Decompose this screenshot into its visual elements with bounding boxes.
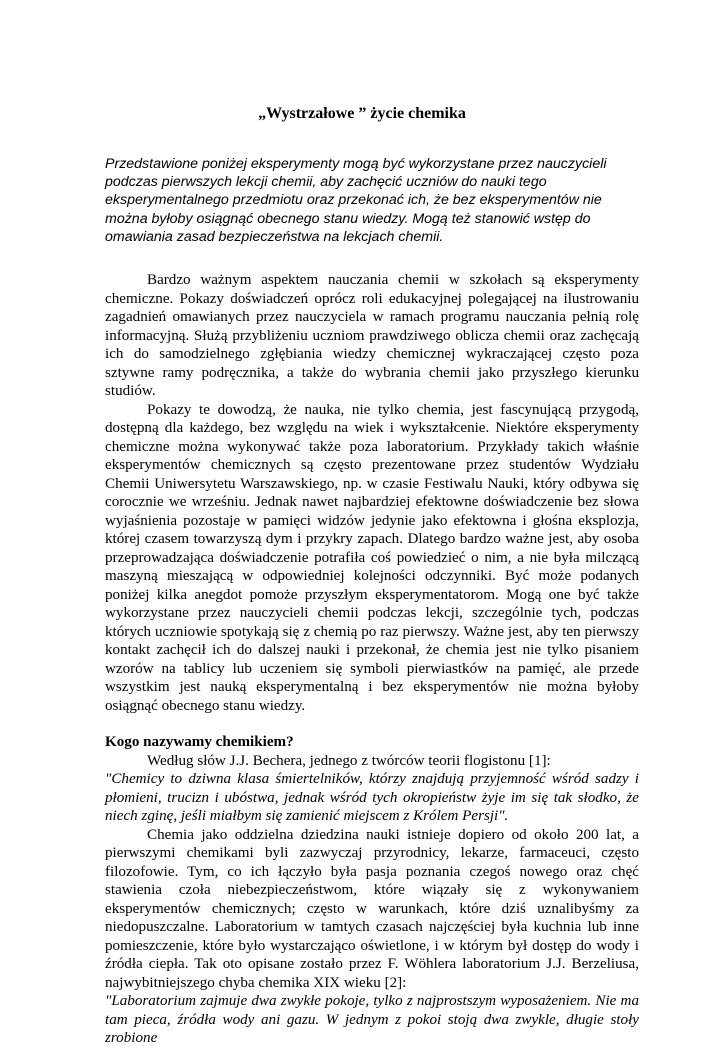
section-intro: Według słów J.J. Bechera, jednego z twórców teorii flogistonu [1]: xyxy=(147,752,551,769)
quote: "Laboratorium zajmuje dwa zwykłe pokoje, tylko z najprostszym wyposażeniem. Nie ma tam pieca, źródła wody ani gazu. W jednym z pokoi stoją dwa zwykle, długie stoły zrobione xyxy=(105,993,639,1046)
paragraph: Chemia jako oddzielna dziedzina nauki istnieje dopiero od około 200 lat, a pierwszymi chemikami byli zazwyczaj przyrodnicy, lekarze, farmaceuci, często filozofowie. Tym, co ich łączyło była pasja poznania czegoś nowego oraz chęć stawienia czoła niebezpieczeństwom, które wiązały się z wykonywaniem eksperymentów chemicznych; często w warunkach, które dziś uznalibyśmy za niedopuszczalne. Laboratorium w tamtych czasach najczęściej była kuchnia lub inne pomieszczenie, które było wystarczająco oświetlone, i w którym był dostęp do wody i źródła ciepła. Tak oto opisane zostało przez F. Wöhlera laboratorium J.J. Berzeliusa, najwybitniejszego chyba chemika XIX wieku [2]: xyxy=(105,826,639,991)
quote: "Chemicy to dziwna klasa śmiertelników, którzy znajdują przyjemność wśród sadzy i płomieni, trucizn i ubóstwa, jednak wśród tych okropieństw żyje im się tak słodko, że niech zginę, jeśli miałbym się zamienić miejscem z Królem Persji". xyxy=(105,771,639,824)
document-title: „Wystrzałowe ” życie chemika xyxy=(258,105,466,122)
section-heading: Kogo nazywamy chemikiem? xyxy=(105,734,294,750)
paragraph: Bardzo ważnym aspektem nauczania chemii w szkołach są eksperymenty chemiczne. Pokazy doświadczeń oprócz roli edukacyjnej polegającej na ilustrowaniu zagadnień omawianych przez nauczyciela w ramach programu nauczania pełnią rolę informacyjną. Służą przybliżeniu uczniom prawdziwego oblicza chemii oraz zachęcają ich do samodzielnego zgłębiania wiedzy chemicznej wykraczającej często poza sztywne ramy podręcznika, a także do wybrania chemii jako przyszłego kierunku studiów. xyxy=(105,272,639,399)
document-body xyxy=(105,271,639,1048)
paragraph: Pokazy te dowodzą, że nauka, nie tylko chemia, jest fascynującą przygodą, dostępną dla każdego, bez względu na wiek i wykształcenie. Niektóre eksperymenty chemiczne można wykonywać także poza laboratorium. Przykłady takich właśnie eksperymentów chemicznych są często prezentowane przez studentów Wydziału Chemii Uniwersytetu Warszawskiego, np. w czasie Festiwalu Nauki, który odbywa się corocznie we wrześniu. Jednak nawet najbardziej efektowne doświadczenie bez słowa wyjaśnienia pozostaje w pamięci widzów jedynie jako efektowna i głośna eksplozja, której czasem towarzyszą dym i przykry zapach. Dlatego bardzo ważne jest, aby osoba przeprowadzająca doświadczenie potrafiła coś powiedzieć o nim, a nie była milczącą maszyną mieszającą w odpowiedniej kolejności odczynniki. Być może podanych poniżej kilka anegdot pomoże przyszłym eksperymentatorom. Mogą one być także wykorzystane przez nauczycieli chemii podczas lekcji, szczególnie tych, podczas których uczniowie spotykają się z chemią po raz pierwszy. Ważne jest, aby ten pierwszy kontakt zachęcił ich do dalszej nauki i przekonał, że chemia jest nie tylko pisaniem wzorów na tablicy lub uczeniem się symboli pierwiastków na pamięć, ale przede wszystkim jest nauką eksperymentalną i bez eksperymentów nie można byłoby osiągnąć obecnego stanu wiedzy. xyxy=(105,401,639,714)
abstract: Przedstawione poniżej eksperymenty mogą być wykorzystane przez nauczycieli podczas pierwszych lekcji chemii, aby zachęcić uczniów do nauki tego eksperymentalnego przedmiotu oraz przekonać ich, że bez eksperymentów nie można byłoby osiągnąć obecnego stanu wiedzy. Mogą też stanowić wstęp do omawiania zasad bezpieczeństwa na lekcjach chemii. xyxy=(105,156,607,245)
